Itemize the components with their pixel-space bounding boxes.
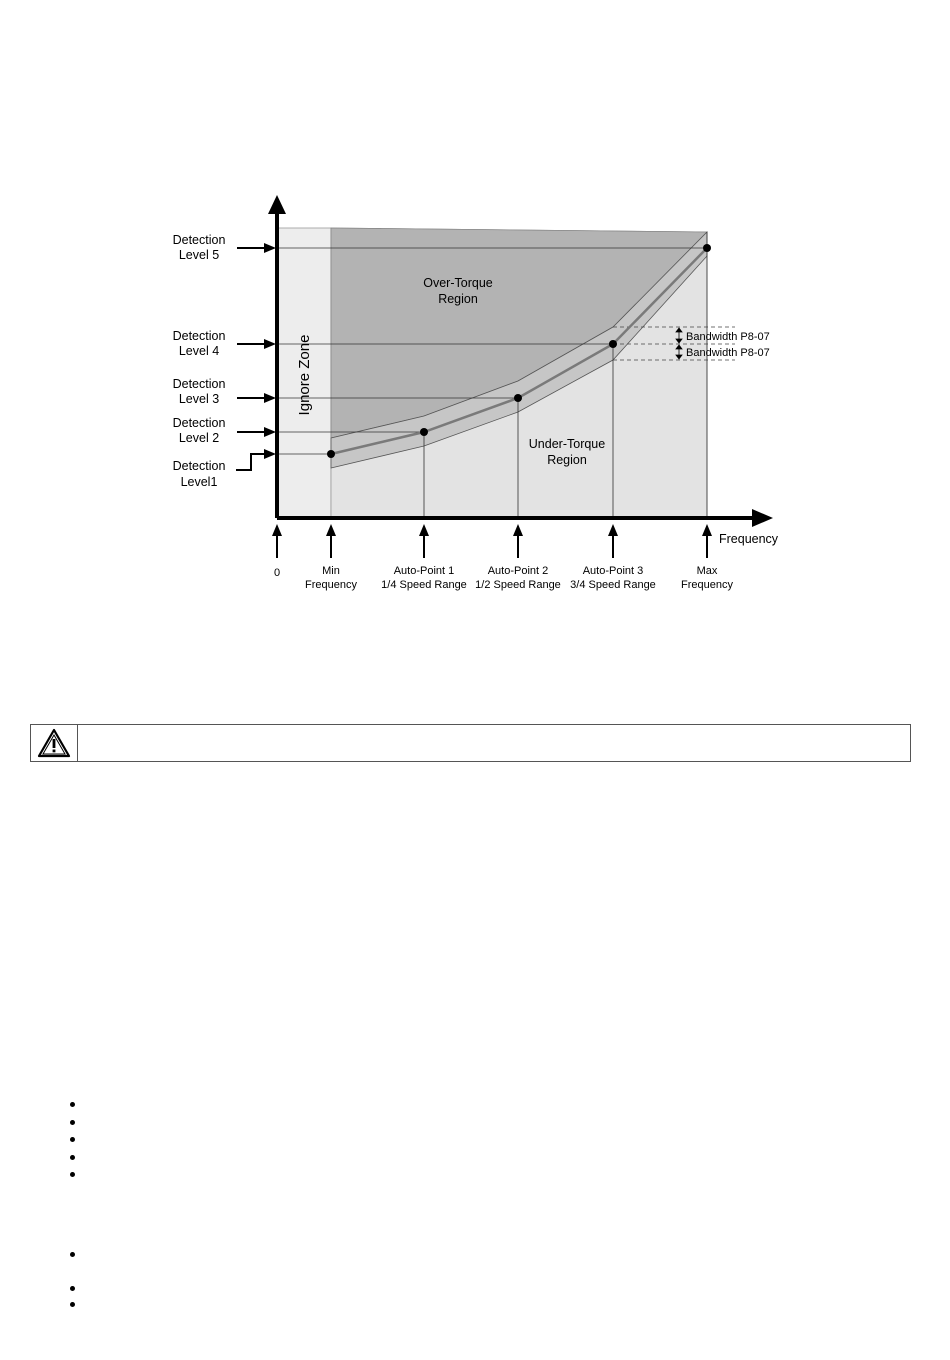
level1-label-line2: Level1 [180,475,218,489]
x-label-ap2-line1: Auto-Point 2 [487,565,549,577]
level4-label-line2: Level 4 [178,344,220,358]
under-torque-label-line2: Region [547,453,587,467]
x-axis-title: Frequency [719,532,779,546]
x-label-max-line1: Max [696,565,718,577]
level1-label-line1: Detection [172,459,226,473]
level5-label-line2: Level 5 [178,248,220,262]
level2-label-line1: Detection [172,416,226,430]
x-label-min-line2: Frequency [305,579,357,591]
list-item [68,1133,78,1143]
frequency-arrows [272,524,712,558]
list-item [68,1098,78,1108]
level5-point [703,244,711,252]
y-axis-arrowhead [268,195,286,214]
bandwidth-label-lower: Bandwidth P8-07 [686,347,770,359]
level3-label-line1: Detection [172,377,226,391]
bullet-list-1 [68,1098,78,1178]
level1-point [327,450,335,458]
list-item [68,1151,78,1161]
level3-label-line2: Level 3 [178,392,220,406]
x-label-ap1-line1: Auto-Point 1 [393,565,455,577]
auto-point2-point [514,394,522,402]
level5-label-line1: Detection [172,233,226,247]
auto-point1-point [420,428,428,436]
x-label-ap1-line2: 1/4 Speed Range [381,579,467,591]
under-torque-label-line1: Under-Torque [528,437,606,451]
x-axis-arrowhead [752,509,773,527]
torque-detection-diagram [0,0,950,620]
warning-box [30,724,911,762]
x-label-min-line1: Min [322,565,340,577]
over-torque-label-line2: Region [438,292,478,306]
x-label-ap2-line2: 1/2 Speed Range [475,579,561,591]
x-label-ap3-line2: 3/4 Speed Range [570,579,656,591]
x-label-max-line2: Frequency [681,579,733,591]
warning-icon-cell [31,725,78,761]
list-item [68,1282,78,1292]
x-label-ap3-line1: Auto-Point 3 [582,565,644,577]
list-item [68,1168,78,1178]
bandwidth-label-upper: Bandwidth P8-07 [686,331,770,343]
list-item [68,1248,78,1258]
bullet-list-2 [68,1248,78,1308]
list-item [68,1298,78,1308]
level2-label-line2: Level 2 [178,431,220,445]
ignore-zone-label: Ignore Zone [296,334,313,416]
over-torque-label-line1: Over-Torque [423,276,493,290]
warning-triangle-icon [37,728,71,758]
list-item [68,1116,78,1126]
x-label-zero: 0 [273,567,281,579]
auto-point3-point [609,340,617,348]
level-arrows [236,243,276,470]
level4-label-line1: Detection [172,329,226,343]
